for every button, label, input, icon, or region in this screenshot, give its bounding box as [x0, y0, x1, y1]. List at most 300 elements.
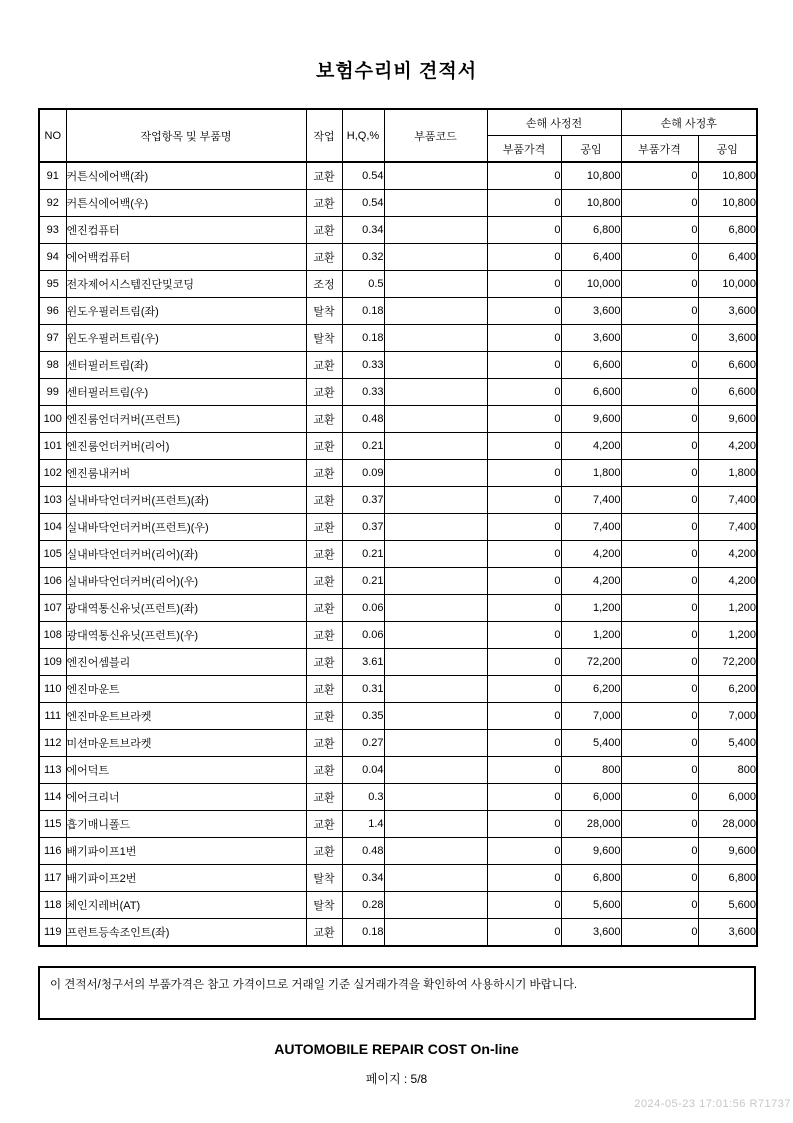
header-item-name: 작업항목 및 부품명: [66, 109, 306, 162]
cell-part-name: 미션마운트브라켓: [66, 730, 306, 757]
cell-post-part-price: 0: [621, 730, 698, 757]
cell-pre-labor: 7,000: [561, 703, 621, 730]
table-body: [39, 162, 757, 946]
cell-post-labor: 3,600: [698, 919, 757, 947]
cell-part-code: [384, 217, 487, 244]
cell-pre-part-price: 0: [487, 271, 561, 298]
cell-pre-labor: 800: [561, 757, 621, 784]
page-indicator: 페이지 : 5/8: [365, 1072, 428, 1086]
cell-part-code: [384, 811, 487, 838]
cell-work-type: 교환: [306, 352, 342, 379]
cell-work-type: 교환: [306, 190, 342, 217]
cell-pre-labor: 3,600: [561, 298, 621, 325]
cell-no: 92: [39, 190, 66, 217]
table-row: [39, 676, 757, 703]
cell-pre-labor: 6,200: [561, 676, 621, 703]
cell-no: 111: [39, 703, 66, 730]
cell-part-code: [384, 325, 487, 352]
cell-part-code: [384, 865, 487, 892]
cell-post-part-price: 0: [621, 595, 698, 622]
cell-part-name: 에어백컴퓨터: [66, 244, 306, 271]
cell-part-name: 센터필러트림(우): [66, 379, 306, 406]
header-work-type: 작업: [306, 109, 342, 162]
cell-hq-percent: 0.5: [342, 271, 384, 298]
table-row: [39, 352, 757, 379]
cell-hq-percent: 0.21: [342, 541, 384, 568]
cell-pre-labor: 4,200: [561, 568, 621, 595]
cell-no: 107: [39, 595, 66, 622]
cell-post-part-price: 0: [621, 217, 698, 244]
cell-work-type: 교환: [306, 784, 342, 811]
cell-hq-percent: 0.35: [342, 703, 384, 730]
cell-no: 109: [39, 649, 66, 676]
table-row: [39, 541, 757, 568]
cell-no: 117: [39, 865, 66, 892]
cell-work-type: 교환: [306, 919, 342, 947]
cell-part-name: 광대역통신유닛(프런트)(우): [66, 622, 306, 649]
cell-part-name: 전자제어시스템진단및코딩: [66, 271, 306, 298]
cell-work-type: 교환: [306, 162, 342, 190]
cell-post-labor: 4,200: [698, 568, 757, 595]
table-row: [39, 784, 757, 811]
cell-work-type: 교환: [306, 730, 342, 757]
cell-work-type: 교환: [306, 757, 342, 784]
cell-part-code: [384, 703, 487, 730]
cell-post-labor: 6,600: [698, 352, 757, 379]
table-row: [39, 406, 757, 433]
table-row: [39, 757, 757, 784]
cell-no: 94: [39, 244, 66, 271]
cell-hq-percent: 3.61: [342, 649, 384, 676]
cell-pre-part-price: 0: [487, 325, 561, 352]
cell-no: 106: [39, 568, 66, 595]
header-part-code: 부품코드: [384, 109, 487, 162]
cell-hq-percent: 0.18: [342, 298, 384, 325]
cell-post-labor: 6,000: [698, 784, 757, 811]
cell-part-name: 실내바닥언더커버(리어)(우): [66, 568, 306, 595]
cell-post-labor: 10,000: [698, 271, 757, 298]
cell-pre-part-price: 0: [487, 190, 561, 217]
cell-hq-percent: 0.21: [342, 433, 384, 460]
cell-pre-part-price: 0: [487, 162, 561, 190]
cell-work-type: 탈착: [306, 892, 342, 919]
cell-no: 97: [39, 325, 66, 352]
table-row: [39, 379, 757, 406]
cell-work-type: 교환: [306, 406, 342, 433]
cell-no: 95: [39, 271, 66, 298]
cell-post-labor: 7,400: [698, 514, 757, 541]
cell-part-name: 커튼식에어백(좌): [66, 162, 306, 190]
cell-post-part-price: 0: [621, 514, 698, 541]
cell-part-name: 흡기매니폴드: [66, 811, 306, 838]
cell-pre-part-price: 0: [487, 460, 561, 487]
cell-pre-part-price: 0: [487, 622, 561, 649]
cell-part-name: 엔진어셈블리: [66, 649, 306, 676]
table-row: [39, 298, 757, 325]
cell-hq-percent: 0.04: [342, 757, 384, 784]
cell-no: 96: [39, 298, 66, 325]
cell-pre-part-price: 0: [487, 838, 561, 865]
estimate-table: [38, 108, 758, 947]
cell-no: 113: [39, 757, 66, 784]
cell-hq-percent: 0.09: [342, 460, 384, 487]
cell-part-code: [384, 541, 487, 568]
cell-pre-labor: 7,400: [561, 514, 621, 541]
cell-post-labor: 6,800: [698, 217, 757, 244]
cell-work-type: 교환: [306, 541, 342, 568]
cell-post-part-price: 0: [621, 757, 698, 784]
header-no: NO: [39, 109, 66, 162]
cell-pre-part-price: 0: [487, 379, 561, 406]
table-row: [39, 217, 757, 244]
cell-work-type: 교환: [306, 649, 342, 676]
timestamp-watermark: 2024-05-23 17:01:56 R71737: [634, 1098, 791, 1110]
cell-post-labor: 4,200: [698, 541, 757, 568]
footer-title: AUTOMOBILE REPAIR COST On-line: [274, 1041, 519, 1057]
cell-work-type: 교환: [306, 379, 342, 406]
cell-hq-percent: 0.48: [342, 406, 384, 433]
cell-pre-part-price: 0: [487, 784, 561, 811]
cell-part-name: 실내바닥언더커버(리어)(좌): [66, 541, 306, 568]
cell-no: 105: [39, 541, 66, 568]
cell-work-type: 교환: [306, 217, 342, 244]
cell-no: 102: [39, 460, 66, 487]
cell-pre-labor: 9,600: [561, 838, 621, 865]
cell-no: 103: [39, 487, 66, 514]
cell-pre-labor: 72,200: [561, 649, 621, 676]
cell-pre-labor: 6,600: [561, 352, 621, 379]
cell-pre-part-price: 0: [487, 703, 561, 730]
cell-post-part-price: 0: [621, 162, 698, 190]
cell-post-part-price: 0: [621, 919, 698, 947]
cell-post-labor: 3,600: [698, 298, 757, 325]
table-row: [39, 919, 757, 947]
cell-no: 91: [39, 162, 66, 190]
cell-work-type: 교환: [306, 568, 342, 595]
cell-pre-part-price: 0: [487, 757, 561, 784]
table-row: [39, 568, 757, 595]
cell-post-labor: 5,400: [698, 730, 757, 757]
cell-part-name: 체인지레버(AT): [66, 892, 306, 919]
table-row: [39, 811, 757, 838]
cell-part-code: [384, 433, 487, 460]
cell-work-type: 교환: [306, 433, 342, 460]
cell-no: 119: [39, 919, 66, 947]
cell-hq-percent: 0.18: [342, 325, 384, 352]
cell-post-part-price: 0: [621, 190, 698, 217]
cell-pre-labor: 3,600: [561, 919, 621, 947]
cell-part-code: [384, 568, 487, 595]
page-title: 보험수리비 견적서: [315, 61, 478, 82]
cell-hq-percent: 0.3: [342, 784, 384, 811]
cell-part-name: 배기파이프1번: [66, 838, 306, 865]
cell-pre-part-price: 0: [487, 487, 561, 514]
cell-part-name: 엔진룸내커버: [66, 460, 306, 487]
table-row: [39, 649, 757, 676]
cell-part-name: 엔진마운트브라켓: [66, 703, 306, 730]
cell-post-labor: 9,600: [698, 406, 757, 433]
cell-pre-part-price: 0: [487, 919, 561, 947]
header-post-part-price: 부품가격: [621, 136, 698, 163]
cell-hq-percent: 0.31: [342, 676, 384, 703]
cell-part-code: [384, 487, 487, 514]
cell-post-labor: 1,800: [698, 460, 757, 487]
cell-part-name: 센터필러트림(좌): [66, 352, 306, 379]
cell-post-part-price: 0: [621, 352, 698, 379]
cell-post-part-price: 0: [621, 892, 698, 919]
cell-pre-part-price: 0: [487, 892, 561, 919]
table-row: [39, 730, 757, 757]
table-row: [39, 460, 757, 487]
cell-post-labor: 72,200: [698, 649, 757, 676]
table-row: [39, 838, 757, 865]
cell-post-labor: 6,800: [698, 865, 757, 892]
cell-pre-part-price: 0: [487, 865, 561, 892]
cell-part-code: [384, 676, 487, 703]
cell-part-code: [384, 649, 487, 676]
cell-pre-part-price: 0: [487, 217, 561, 244]
cell-part-code: [384, 406, 487, 433]
cell-part-code: [384, 460, 487, 487]
cell-pre-labor: 10,800: [561, 162, 621, 190]
cell-no: 99: [39, 379, 66, 406]
header-pre-labor: 공임: [561, 136, 621, 163]
cell-pre-part-price: 0: [487, 433, 561, 460]
cell-pre-labor: 6,000: [561, 784, 621, 811]
cell-pre-labor: 9,600: [561, 406, 621, 433]
cell-part-name: 프런트등속조인트(좌): [66, 919, 306, 947]
cell-pre-labor: 6,400: [561, 244, 621, 271]
cell-pre-part-price: 0: [487, 514, 561, 541]
cell-post-labor: 7,000: [698, 703, 757, 730]
cell-part-code: [384, 271, 487, 298]
cell-hq-percent: 0.37: [342, 487, 384, 514]
cell-part-code: [384, 784, 487, 811]
cell-pre-labor: 3,600: [561, 325, 621, 352]
table-header: [39, 109, 757, 162]
cell-work-type: 교환: [306, 838, 342, 865]
cell-pre-labor: 6,600: [561, 379, 621, 406]
cell-part-name: 윈도우필러트림(우): [66, 325, 306, 352]
cell-part-code: [384, 162, 487, 190]
header-post-assessment-group: 손해 사정후: [621, 109, 757, 136]
table-row: [39, 595, 757, 622]
cell-post-part-price: 0: [621, 271, 698, 298]
table-row: [39, 865, 757, 892]
cell-work-type: 교환: [306, 514, 342, 541]
cell-post-part-price: 0: [621, 298, 698, 325]
cell-no: 93: [39, 217, 66, 244]
cell-post-part-price: 0: [621, 325, 698, 352]
cell-pre-labor: 6,800: [561, 865, 621, 892]
cell-hq-percent: 0.06: [342, 595, 384, 622]
cell-part-code: [384, 298, 487, 325]
cell-part-name: 엔진마운트: [66, 676, 306, 703]
cell-part-code: [384, 757, 487, 784]
cell-pre-labor: 4,200: [561, 433, 621, 460]
cell-part-code: [384, 352, 487, 379]
cell-part-code: [384, 244, 487, 271]
table-row: [39, 244, 757, 271]
cell-hq-percent: 0.48: [342, 838, 384, 865]
table-row: [39, 703, 757, 730]
cell-no: 114: [39, 784, 66, 811]
cell-pre-labor: 4,200: [561, 541, 621, 568]
cell-hq-percent: 0.28: [342, 892, 384, 919]
header-hq-percent: H,Q,%: [342, 109, 384, 162]
cell-post-part-price: 0: [621, 622, 698, 649]
cell-pre-part-price: 0: [487, 649, 561, 676]
cell-part-name: 실내바닥언더커버(프런트)(우): [66, 514, 306, 541]
cell-post-labor: 6,600: [698, 379, 757, 406]
header-pre-part-price: 부품가격: [487, 136, 561, 163]
cell-part-code: [384, 622, 487, 649]
cell-hq-percent: 0.06: [342, 622, 384, 649]
cell-post-labor: 5,600: [698, 892, 757, 919]
cell-work-type: 교환: [306, 622, 342, 649]
cell-post-labor: 800: [698, 757, 757, 784]
cell-hq-percent: 0.33: [342, 352, 384, 379]
cell-hq-percent: 0.21: [342, 568, 384, 595]
cell-part-name: 배기파이프2번: [66, 865, 306, 892]
cell-part-name: 광대역통신유닛(프런트)(좌): [66, 595, 306, 622]
cell-pre-part-price: 0: [487, 298, 561, 325]
cell-no: 110: [39, 676, 66, 703]
cell-part-code: [384, 514, 487, 541]
table-row: [39, 190, 757, 217]
cell-post-labor: 4,200: [698, 433, 757, 460]
cell-part-name: 윈도우필러트림(좌): [66, 298, 306, 325]
table-row: [39, 325, 757, 352]
cell-pre-part-price: 0: [487, 568, 561, 595]
cell-post-part-price: 0: [621, 244, 698, 271]
note-box: [38, 966, 756, 1020]
cell-hq-percent: 0.32: [342, 244, 384, 271]
cell-pre-part-price: 0: [487, 595, 561, 622]
cell-pre-part-price: 0: [487, 541, 561, 568]
cell-no: 115: [39, 811, 66, 838]
cell-hq-percent: 0.18: [342, 919, 384, 947]
cell-post-labor: 6,400: [698, 244, 757, 271]
cell-no: 98: [39, 352, 66, 379]
cell-pre-labor: 28,000: [561, 811, 621, 838]
cell-hq-percent: 0.34: [342, 865, 384, 892]
cell-work-type: 탈착: [306, 325, 342, 352]
cell-post-part-price: 0: [621, 784, 698, 811]
cell-hq-percent: 0.34: [342, 217, 384, 244]
table-row: [39, 271, 757, 298]
cell-post-part-price: 0: [621, 379, 698, 406]
cell-part-code: [384, 730, 487, 757]
cell-no: 116: [39, 838, 66, 865]
cell-part-code: [384, 379, 487, 406]
cell-pre-part-price: 0: [487, 352, 561, 379]
cell-part-name: 엔진룸언더커버(리어): [66, 433, 306, 460]
cell-part-code: [384, 838, 487, 865]
cell-post-labor: 9,600: [698, 838, 757, 865]
cell-part-code: [384, 892, 487, 919]
cell-work-type: 교환: [306, 595, 342, 622]
cell-work-type: 교환: [306, 703, 342, 730]
cell-work-type: 교환: [306, 487, 342, 514]
cell-part-code: [384, 190, 487, 217]
cell-post-part-price: 0: [621, 433, 698, 460]
cell-part-code: [384, 595, 487, 622]
cell-work-type: 탈착: [306, 298, 342, 325]
table-row: [39, 433, 757, 460]
table-row: [39, 487, 757, 514]
cell-pre-labor: 7,400: [561, 487, 621, 514]
cell-pre-labor: 10,800: [561, 190, 621, 217]
cell-pre-labor: 5,600: [561, 892, 621, 919]
cell-no: 100: [39, 406, 66, 433]
cell-pre-labor: 1,200: [561, 622, 621, 649]
cell-post-labor: 3,600: [698, 325, 757, 352]
cell-pre-labor: 1,200: [561, 595, 621, 622]
cell-part-name: 엔진룸언더커버(프런트): [66, 406, 306, 433]
cell-hq-percent: 0.54: [342, 190, 384, 217]
cell-post-part-price: 0: [621, 568, 698, 595]
cell-part-name: 엔진컴퓨터: [66, 217, 306, 244]
cell-no: 104: [39, 514, 66, 541]
cell-work-type: 교환: [306, 811, 342, 838]
cell-pre-labor: 5,400: [561, 730, 621, 757]
cell-work-type: 교환: [306, 676, 342, 703]
cell-pre-labor: 1,800: [561, 460, 621, 487]
cell-pre-labor: 6,800: [561, 217, 621, 244]
cell-pre-part-price: 0: [487, 676, 561, 703]
cell-no: 101: [39, 433, 66, 460]
cell-post-labor: 28,000: [698, 811, 757, 838]
cell-post-labor: 10,800: [698, 162, 757, 190]
cell-work-type: 교환: [306, 460, 342, 487]
cell-part-name: 커튼식에어백(우): [66, 190, 306, 217]
cell-post-part-price: 0: [621, 487, 698, 514]
cell-part-name: 실내바닥언더커버(프런트)(좌): [66, 487, 306, 514]
cell-pre-part-price: 0: [487, 811, 561, 838]
cell-no: 118: [39, 892, 66, 919]
cell-pre-part-price: 0: [487, 730, 561, 757]
cell-post-part-price: 0: [621, 865, 698, 892]
cell-post-part-price: 0: [621, 541, 698, 568]
cell-post-labor: 1,200: [698, 622, 757, 649]
cell-hq-percent: 0.27: [342, 730, 384, 757]
cell-post-part-price: 0: [621, 811, 698, 838]
cell-pre-labor: 10,000: [561, 271, 621, 298]
cell-post-labor: 10,800: [698, 190, 757, 217]
cell-work-type: 조정: [306, 271, 342, 298]
cell-post-part-price: 0: [621, 460, 698, 487]
cell-post-labor: 6,200: [698, 676, 757, 703]
header-post-labor: 공임: [698, 136, 757, 163]
cell-post-part-price: 0: [621, 838, 698, 865]
cell-work-type: 교환: [306, 244, 342, 271]
cell-hq-percent: 0.54: [342, 162, 384, 190]
cell-part-name: 에어크리너: [66, 784, 306, 811]
table-row: [39, 892, 757, 919]
cell-post-labor: 7,400: [698, 487, 757, 514]
cell-post-part-price: 0: [621, 703, 698, 730]
cell-post-part-price: 0: [621, 406, 698, 433]
cell-part-name: 에어덕트: [66, 757, 306, 784]
cell-work-type: 탈착: [306, 865, 342, 892]
cell-post-part-price: 0: [621, 649, 698, 676]
table-row: [39, 622, 757, 649]
cell-no: 112: [39, 730, 66, 757]
header-pre-assessment-group: 손해 사정전: [487, 109, 621, 136]
table-row: [39, 162, 757, 190]
note-text: 이 견적서/청구서의 부품가격은 참고 가격이므로 거래일 기준 실거래가격을 확인하여 사용하시기 바랍니다.: [50, 979, 578, 991]
